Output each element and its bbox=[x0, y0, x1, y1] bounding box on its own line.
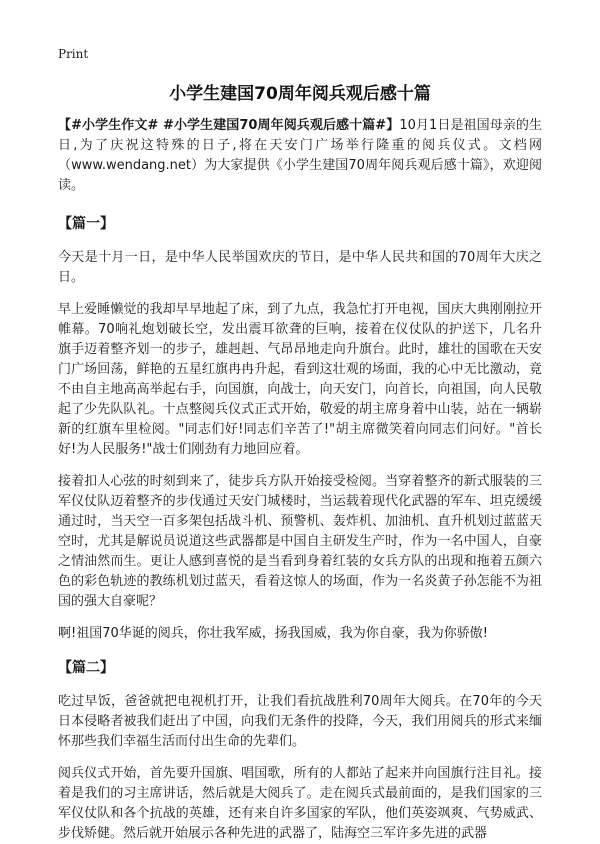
section-1-paragraph-4: 啊!祖国70华诞的阅兵，你壮我军威，扬我国威，我为你自豪，我为你骄傲! bbox=[58, 626, 488, 641]
intro-tag: 【#小学生作文# #小学生建国70周年阅兵观后感十篇#】 bbox=[58, 118, 400, 133]
section-2-paragraph-1: 吃过早饭，爸爸就把电视机打开，让我们看抗战胜利70周年大阅兵。在70年的今天日本侵略者被我们赶出了中国，向我们无条件的投降，今天，我们用阅兵的形式来缅怀那些我们幸福生活而付出生命的先辈们。 bbox=[58, 694, 542, 749]
section-1-paragraph-2: 早上爱睡懒觉的我却早早地起了床，到了九点，我急忙打开电视，国庆大典刚刚拉开帷幕。70响礼炮划破长空，发出震耳欲聋的巨响，接着在仪仗队的护送下，几名升旗手迈着整齐划一的步子，雄赳赳、气昂昂地走向升旗台。此时，雄壮的国歌在天安门广场回荡，鲜艳的五星红旗冉冉升起，看到这壮观的场面，我的心中无比激动，竟不由自主地高高举起右手，向国旗，向战士，向天安门，向首长，向祖国，向人民敬起了少先队队礼。十点整阅兵仪式正式开始，敬爱的胡主席身着中山装，站在一辆崭新的红旗车里检阅。"同志们好!同志们辛苦了!"胡主席微笑着向同志们问好。"首长好!为人民服务!"战士们刚劲有力地回应着。 bbox=[58, 302, 542, 457]
section-2-paragraph-2: 阅兵仪式开始，首先要升国旗、唱国歌，所有的人都站了起来并向国旗行注目礼。接着是我们的习主席讲话，然后就是大阅兵了。走在阅兵式最前面的，是我们国家的三军仪仗队和各个抗战的英雄，还有来自许多国家的军队，他们英姿飒爽、气势威武、步伐矫健。然后就开始展示各种先进的武器了，陆海空三军许多先进的武器 bbox=[58, 766, 542, 841]
print-label[interactable]: Print bbox=[58, 47, 89, 61]
article-body bbox=[58, 116, 542, 844]
intro-text: 10月1日是祖国母亲的生日,为了庆祝这特殊的日子,将在天安门广场举行隆重的阅兵仪式。文档网（www.wendang.net）为大家提供《小学生建国70周年阅兵观后感十篇》，欢迎阅读。 bbox=[58, 118, 542, 193]
page-title: 小学生建国70周年阅兵观后感十篇 bbox=[169, 84, 431, 104]
section-heading-1: 【篇一】 bbox=[58, 216, 114, 232]
section-heading-2: 【篇二】 bbox=[58, 660, 114, 676]
section-1-paragraph-1: 今天是十月一日，是中华人民举国欢庆的节日，是中华人民共和国的70周年大庆之日。 bbox=[58, 250, 542, 285]
intro-paragraph bbox=[58, 116, 542, 196]
section-1-paragraph-3: 接着扣人心弦的时刻到来了，徒步兵方队开始接受检阅。当穿着整齐的新式服装的三军仪仗队迈着整齐的步伐通过天安门城楼时，当运载着现代化武器的军车、坦克缓缓通过时，当天空一百多架包括战斗机、预警机、轰炸机、加油机、直升机划过蓝蓝天空时，尤其是解说员说道这些武器都是中国自主研发生产时，作为一名中国人，自豪之情油然而生。更让人感到喜悦的是当看到身着红装的女兵方队的出现和拖着五颜六色的彩色轨迹的教练机划过蓝天，看着这惊人的场面，作为一名炎黄子孙怎能不为祖国的强大自豪呢？ bbox=[58, 474, 542, 609]
